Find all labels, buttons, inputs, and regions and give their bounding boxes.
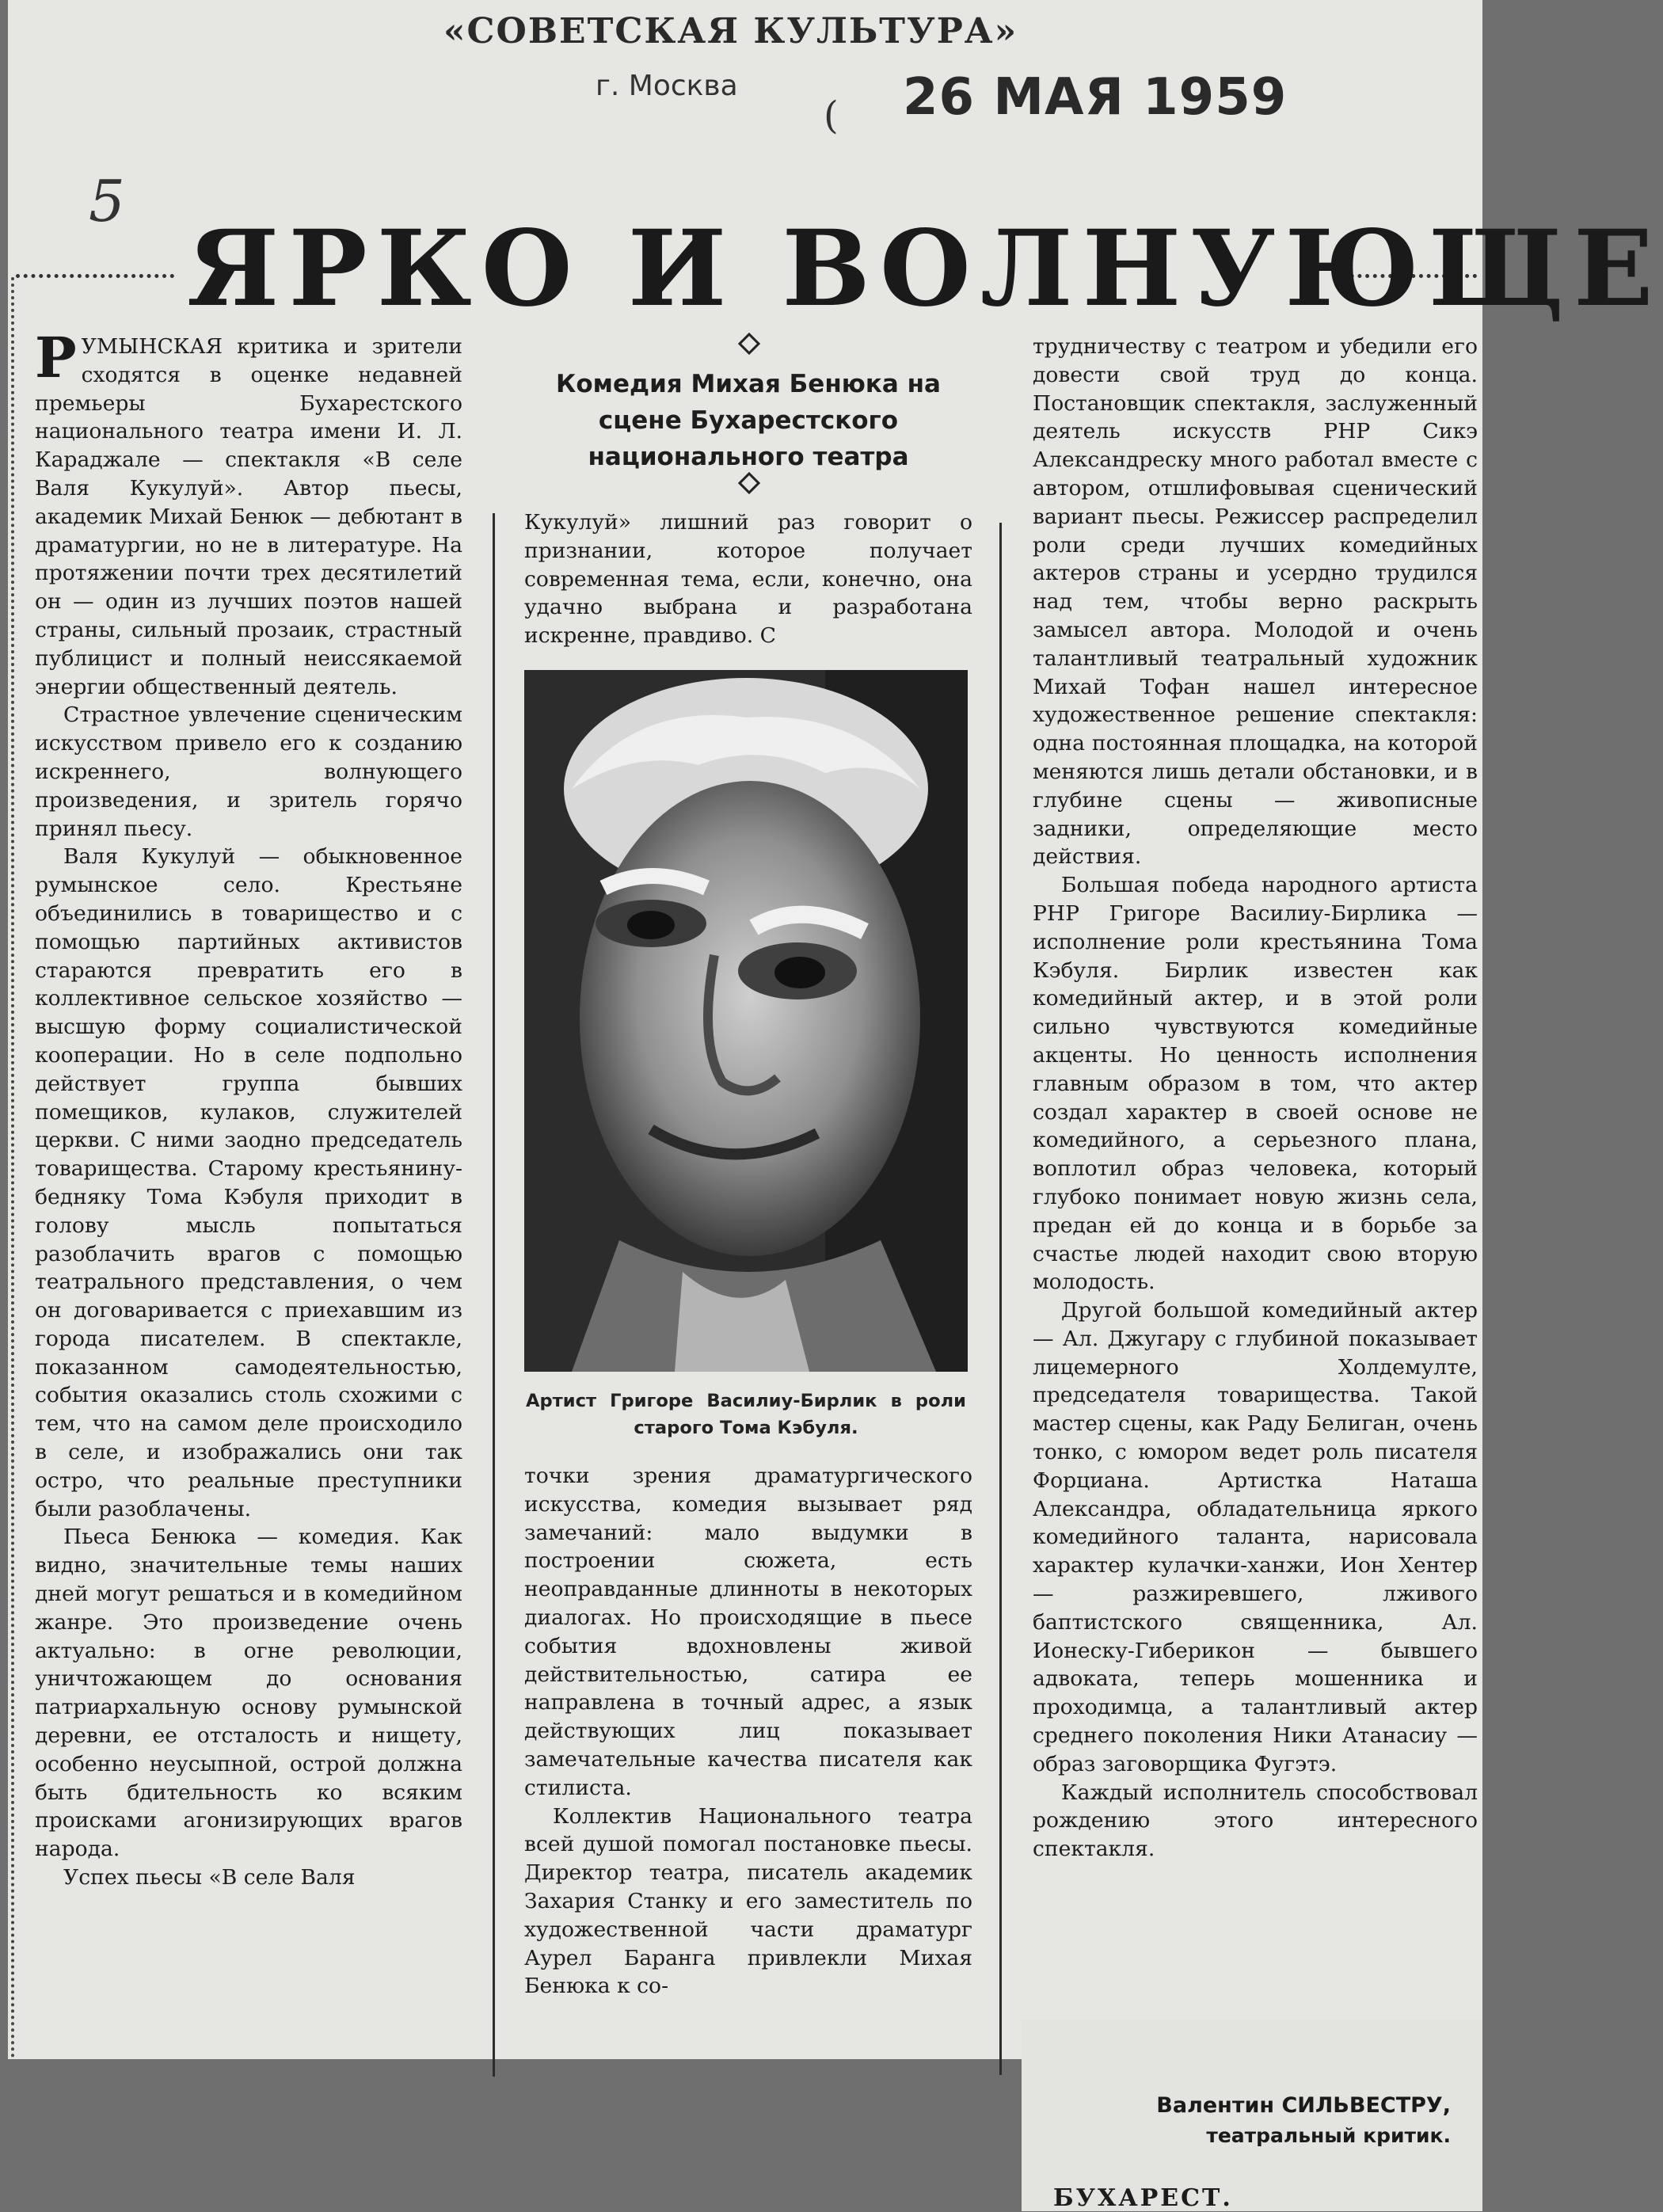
paragraph: РУМЫНСКАЯ критика и зрители сходятся в оценке недавней премьеры Бухарестского национального театра имени И. Л. Караджале — спектакля «В селе Валя Кукулуй». Автор пьесы, академик Михай Бенюк — дебютант в драматургии, но не в литературе. На протяжении почти трех десятилетий он — один из лучших поэтов нашей страны, сильный прозаик, страстный публицист и полный неиссякаемой энергии общественный деятель.: [35, 325, 462, 699]
article-column-1: [35, 325, 462, 1892]
portrait-illustration: [524, 670, 968, 1372]
column-separator-2: [999, 523, 1002, 2075]
drop-cap: Р: [35, 325, 77, 390]
dateline: БУХАРЕСТ.: [1053, 2184, 1233, 2212]
paragraph: Кукулуй» лишний раз говорит о признании, которое получает современная тема, если, конечно, она удачно выбрана и разработана искренне, правдиво. С: [524, 510, 972, 649]
paragraph: Каждый исполнитель способствовал рождению этого интересного спектакля.: [1033, 1780, 1478, 1862]
paragraph: Страстное увлечение сценическим искусством привело его к созданию искреннего, волнующего произведения, и зритель горячо принял пьесу.: [35, 702, 462, 841]
article-frame-left: [11, 277, 14, 2059]
author-name: Валентин СИЛЬВЕСТРУ,: [1156, 2093, 1451, 2118]
article-column-2-bottom: [524, 1462, 972, 2001]
paragraph: Пьеса Бенюка — комедия. Как видно, значительные темы наших дней могут решаться и в комедийном жанре. Это произведение очень актуально: в огне революции, уничтожающем до основания патриархальную основу румынской деревни, ее отсталость и нищету, особенно неусыпной, острой должна быть бдительность ко всяким происками агонизирующих врагов народа.: [35, 1525, 462, 1862]
stamp-bracket: (: [824, 93, 839, 138]
handwritten-mark: 5: [89, 168, 125, 234]
article-column-2-top: [524, 508, 972, 650]
actor-portrait-photo: [524, 670, 968, 1372]
article-subheading: Комедия Михая Бенюка на сцене Бухарестского национального театра: [556, 370, 941, 471]
paragraph: Коллектив Национального театра всей душой помогал постановке пьесы. Директор театра, писатель академик Захария Станку и его заместитель по художественной части драматург Аурел Баранга привлекли Михая Бенюка к со-: [524, 1803, 972, 1999]
date-stamp: 26 МАЯ 1959: [903, 68, 1288, 127]
city-label: г. Москва: [596, 70, 738, 102]
column-separator-1: [493, 513, 495, 2077]
newspaper-masthead: «СОВЕТСКАЯ КУЛЬТУРА»: [443, 11, 1018, 51]
author-signature: [1112, 2091, 1451, 2151]
photo-caption: Артист Григоре Василиу-Бирлик в роли старого Тома Кэбуля.: [526, 1391, 966, 1438]
paragraph: Другой большой комедийный актер — Ал. Джугару с глубиной показывает лицемерного Холдемулте, председателя товарищества. Такой мастер сцены, как Раду Белиган, очень тонко, с юмором ведет роль писателя Форциана. Артистка Наташа Александра, обладательница яркого комедийного таланта, нарисовала характер кулачки-ханжи, Ион Хентер — разжиревшего, лживого баптистского священника, Ал. Ионеску-Гиберикон — бывшего адвоката, теперь мошенника и проходимца, а талантливый актер среднего поколения Ники Атанасиу — образ заговорщика Фугэтэ.: [1033, 1298, 1478, 1776]
paragraph: точки зрения драматургического искусства, комедия вызывает ряд замечаний: мало выдумки в построении сюжета, есть неоправданные длинноты в некоторых диалогах. Но происходящие в пьесе события вдохновлены живой действительностью, сатира ее направлена в точный адрес, а язык действующих лиц показывает замечательные качества писателя как стилиста.: [524, 1464, 972, 1800]
paragraph: Валя Кукулуй — обыкновенное румынское село. Крестьяне объединились в товарищество и с помощью партийных активистов стараются превратить его в коллективное сельское хозяйство — высшую форму социалистической кооперации. Но в селе подпольно действует группа бывших помещиков, кулаков, служителей церкви. С ними заодно председатель товарищества. Старому крестьянину-бедняку Тома Кэбуля приходит в голову мысль попытаться разоблачить врагов с помощью театрального представления, о чем он договаривается с приехавшим из города писателем. В спектакле, показанном самодеятельностью, события оказались столь схожими с тем, что на самом деле происходило в селе, и изображались они так остро, что реальные преступники были разоблачены.: [35, 844, 462, 1521]
article-column-3: [1033, 333, 1478, 1864]
paragraph: трудничеству с театром и убедили его довести свой труд до конца. Постановщик спектакля, заслуженный деятель искусств РНР Сикэ Александреску много работал вместе с автором, отшлифовывая сценический вариант пьесы. Режиссер распределил роли среди лучших комедийных актеров страны и усердно трудился над тем, чтобы верно раскрыть замысел автора. Молодой и очень талантливый театральный художник Михай Тофан нашел интересное художественное решение спектакля: одна постоянная площадка, на которой меняются лишь детали обстановки, и в глубине сцены — живописные задники, определяющие место действия.: [1033, 334, 1478, 870]
author-role: театральный критик.: [1206, 2124, 1451, 2147]
paragraph: Успех пьесы «В селе Валя: [63, 1865, 356, 1890]
headline-rule-left: [16, 274, 174, 278]
paragraph: Большая победа народного артиста РНР Григоре Василиу-Бирлика — исполнение роли крестьянина Тома Кэбуля. Бирлик известен как комедийный актер, и в этой роли сильно чувствуются комедийные акценты. Но ценность исполнения главным образом в том, что актер создал характер в своей основе не комедийного, а серьезного плана, воплотил образ человека, который глубоко понимает новую жизнь села, предан ей до конца и в борьбе за счастье людей находит свою вторую молодость.: [1033, 873, 1478, 1295]
article-headline: ЯРКО И ВОЛНУЮЩЕ: [187, 207, 1663, 330]
